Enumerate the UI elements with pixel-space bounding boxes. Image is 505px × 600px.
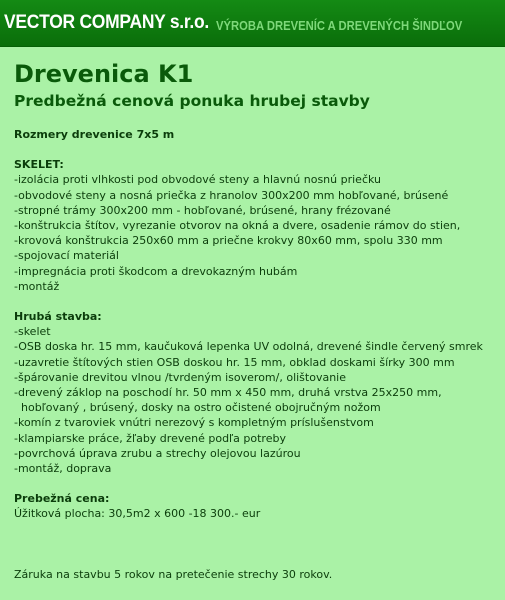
list-item: -konštrukcia štítov, vyrezanie otvorov na okná a dvere, osadenie rámov do stien, — [14, 219, 461, 233]
warranty-note: Záruka na stavbu 5 rokov na pretečenie strechy 30 rokov. — [14, 567, 333, 581]
list-item: -impregnácia proti škodcom a drevokazným hubám — [14, 264, 298, 278]
hruba-stavba-heading: Hrubá stavba: — [14, 310, 102, 324]
list-item: -špárovanie drevitou vlnou /tvrdeným isoverom/, olištovanie — [14, 370, 347, 384]
skelet-heading: SKELET: — [14, 158, 64, 172]
offer-content — [14, 127, 499, 582]
company-tagline: VÝROBA DREVENÍC A DREVENÝCH ŠINDĽOV — [216, 19, 463, 33]
price-heading: Prebežná cena: — [14, 492, 110, 506]
page-subtitle: Predbežná cenová ponuka hrubej stavby — [14, 92, 370, 110]
list-item: -uzavretie štítových stien OSB doskou hr. 15 mm, obklad doskami šírky 300 mm — [14, 355, 455, 369]
list-item: -povrchová úprava zrubu a strechy olejovou lazúrou — [14, 446, 301, 460]
list-item: -izolácia proti vlhkosti pod obvodové steny a hlavnú nosnú priečku — [14, 173, 381, 187]
list-item: -krovová konštrukcia 250x60 mm a priečne krokvy 80x60 mm, spolu 330 mm — [14, 234, 443, 248]
list-item: -drevený záklop na poschodí hr. 50 mm x 450 mm, druhá vrstva 25x250 mm, — [14, 386, 442, 400]
list-item: -komín z tvaroviek vnútri nerezový s kompletným príslušenstvom — [14, 416, 374, 430]
list-item: -stropné trámy 300x200 mm - hobľované, brúsené, hrany frézované — [14, 203, 391, 217]
list-item: -montáž, doprava — [14, 462, 112, 476]
list-item: -klampiarske práce, žľaby drevené podľa potreby — [14, 431, 286, 445]
list-item: -OSB doska hr. 15 mm, kaučuková lepenka UV odolná, drevené šindle červený smrek — [14, 340, 483, 354]
dimensions-line: Rozmery drevenice 7x5 m — [14, 128, 175, 141]
list-item: -skelet — [14, 325, 51, 339]
header-banner — [0, 0, 505, 47]
list-item: -spojovací materiál — [14, 249, 119, 263]
list-item: -montáž — [14, 279, 60, 293]
price-line: Úžitková plocha: 30,5m2 x 600 -18 300.- eur — [14, 507, 261, 521]
company-name: VECTOR COMPANY s.r.o. — [4, 12, 209, 33]
list-item: hobľovaný , brúsený, dosky na ostro očistené obojručným nožom — [14, 401, 381, 415]
list-item: -obvodové steny a nosná priečka z hranolov 300x200 mm hobľované, brúsené — [14, 188, 449, 202]
page-title: Drevenica K1 — [14, 60, 194, 88]
